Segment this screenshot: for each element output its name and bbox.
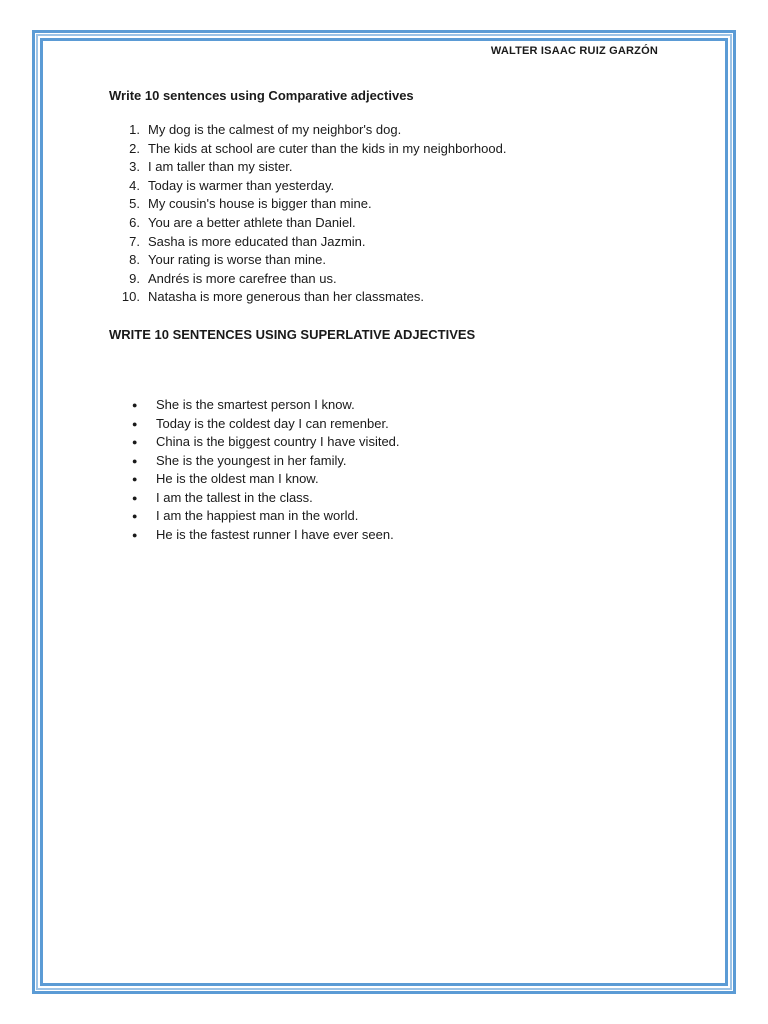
- list-number: 5.: [129, 196, 140, 212]
- list-item-text: Sasha is more educated than Jazmin.: [148, 233, 366, 249]
- list-item-text: I am the happiest man in the world.: [156, 508, 359, 523]
- superlative-list: [108, 396, 400, 544]
- bullet-icon: ●: [132, 529, 138, 540]
- list-item: [108, 433, 400, 452]
- comparative-list: [108, 121, 506, 307]
- list-item: [108, 195, 506, 214]
- list-item-text: Today is the coldest day I can remenber.: [156, 415, 389, 431]
- list-item-text: The kids at school are cuter than the kids in my neighborhood.: [148, 140, 507, 156]
- list-item-text: My dog is the calmest of my neighbor's dog.: [148, 122, 402, 137]
- list-item-text: Natasha is more generous than her classmates.: [148, 289, 425, 305]
- list-item: [108, 121, 506, 140]
- list-item: [108, 452, 400, 471]
- list-item: [108, 288, 506, 307]
- bullet-icon: ●: [132, 400, 138, 410]
- list-item: [108, 396, 400, 415]
- list-item: [108, 140, 506, 159]
- list-item-text: She is the youngest in her family.: [156, 452, 347, 468]
- list-number: 7.: [129, 233, 140, 249]
- list-number: 9.: [129, 270, 140, 286]
- list-number: 4.: [129, 177, 140, 193]
- list-item-text: My cousin's house is bigger than mine.: [148, 196, 372, 212]
- list-item: [108, 489, 400, 508]
- list-item: [108, 251, 506, 270]
- bullet-icon: ●: [132, 418, 138, 429]
- list-item: [108, 270, 506, 289]
- list-item-text: She is the smartest person I know.: [156, 397, 355, 412]
- list-number: 3.: [129, 159, 140, 175]
- author-name: WALTER ISAAC RUIZ GARZÓN: [490, 45, 658, 57]
- comparative-heading: Write 10 sentences using Comparative adjectives: [109, 88, 414, 103]
- list-item-text: Your rating is worse than mine.: [148, 252, 327, 268]
- list-item-text: I am the tallest in the class.: [156, 489, 313, 505]
- list-item: [108, 233, 506, 252]
- list-item: [108, 526, 400, 545]
- list-item-text: China is the biggest country I have visited.: [156, 434, 400, 449]
- bullet-icon: ●: [132, 474, 138, 484]
- list-number: 6.: [129, 214, 140, 230]
- list-item: [108, 158, 506, 177]
- list-item-text: Today is warmer than yesterday.: [148, 177, 335, 193]
- list-number: 2.: [129, 140, 140, 156]
- bullet-icon: ●: [132, 492, 138, 503]
- superlative-heading: WRITE 10 SENTENCES USING SUPERLATIVE ADJECTIVES: [109, 327, 476, 342]
- list-number: 8.: [129, 252, 140, 268]
- list-item: [108, 177, 506, 196]
- bullet-icon: ●: [132, 437, 138, 447]
- list-item: [108, 507, 400, 526]
- list-item-text: You are a better athlete than Daniel.: [148, 214, 356, 230]
- bullet-icon: ●: [132, 511, 138, 521]
- bullet-icon: ●: [132, 455, 138, 466]
- list-item: [108, 415, 400, 434]
- list-item: [108, 470, 400, 489]
- list-item-text: Andrés is more carefree than us.: [148, 270, 337, 286]
- list-number: 1.: [129, 122, 140, 137]
- list-item-text: He is the oldest man I know.: [156, 471, 319, 486]
- list-item-text: I am taller than my sister.: [148, 159, 293, 175]
- list-number: 10.: [121, 289, 140, 305]
- list-item-text: He is the fastest runner I have ever seen.: [156, 526, 394, 542]
- list-item: [108, 214, 506, 233]
